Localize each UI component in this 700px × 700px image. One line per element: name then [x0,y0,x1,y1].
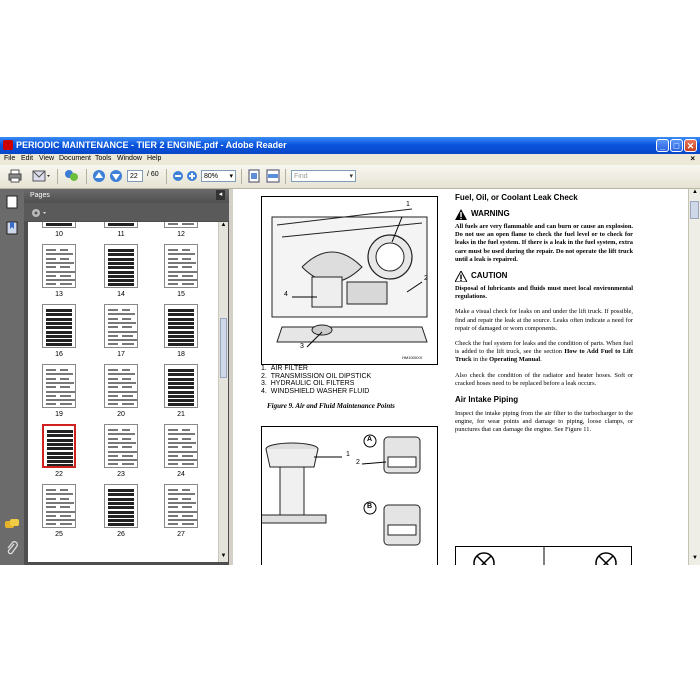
legend-item: 1. AIR FILTER [261,365,308,372]
document-view [233,189,688,565]
fig10-callout-2: 2 [356,459,360,466]
pages-panel-header [24,189,229,203]
figure-9-illustration [261,196,438,365]
fig9-callout-4: 4 [284,291,288,298]
fig9-callout-3: 3 [300,343,304,350]
fig9-caption: Figure 9. Air and Fluid Maintenance Points [267,402,395,410]
page-thumbnail[interactable] [164,304,198,348]
page-thumbnail-number: 19 [55,411,63,418]
collapse-panel-icon[interactable]: ◂ [216,190,225,200]
fit-page-icon[interactable] [248,169,260,183]
pages-panel-icon[interactable] [6,195,18,214]
zoom-in-icon[interactable] [186,169,198,183]
warning-header [455,209,633,221]
fig9-legend [261,365,371,395]
paragraph-hoses: Also check the condition of the radiator and heater hoses. Soft or cracked hoses need to be replaced before a leak occurs. [455,371,633,387]
scroll-up-icon[interactable]: ▲ [220,222,227,228]
page-thumbnail-number: 26 [117,531,125,538]
page-thumbnail-number: 12 [177,231,185,238]
document-scrollbar[interactable] [688,189,700,565]
navigation-rail [0,189,24,565]
email-icon[interactable] [32,169,52,183]
page-thumbnail-number: 11 [117,231,125,238]
page-thumbnail[interactable] [42,424,76,468]
page-thumbnail-number: 21 [177,411,185,418]
menu-window[interactable]: Window [117,155,142,162]
window-title: PERIODIC MAINTENANCE - TIER 2 ENGINE.pdf - Adobe Reader [16,140,287,150]
fig9-callout-1: 1 [406,201,410,208]
collaborate-icon[interactable] [64,169,80,183]
fit-width-icon[interactable] [266,169,280,183]
fig10-label-b: B [367,503,373,510]
legend-item: 2. TRANSMISSION OIL DIPSTICK [261,372,372,380]
comments-panel-icon[interactable] [4,517,20,535]
page-thumbnail[interactable] [104,424,138,468]
bookmarks-panel-icon[interactable] [6,221,18,240]
toolbar [0,165,700,189]
page-thumbnail[interactable] [104,484,138,528]
warning-text: All fuels are very flammable and can burn or cause an explosion. Do not use an open flame to check the fuel level or to check for leaks in the fuel system. If there is a leak in the fuel system, extra care must be used during the repair. Do not operate the lift truck until a leak is repaired. [455,223,633,263]
pages-panel-options [24,203,229,221]
close-document-icon[interactable]: × [690,154,695,163]
caution-text: Disposal of lubricants and fluids must meet local environmental regulations. [455,285,633,301]
menu-help[interactable]: Help [147,155,162,162]
menu-document[interactable]: Document [59,155,91,162]
doc-scroll-down-icon[interactable]: ▼ [692,555,698,561]
page-thumbnail-number: 20 [117,411,125,418]
heading-air-intake: Air Intake Piping [455,395,519,405]
doc-scroll-thumb[interactable] [690,201,699,219]
close-button[interactable]: ✕ [684,139,697,152]
caution-header [455,271,633,283]
page-thumbnail[interactable] [42,364,76,408]
pages-panel-title: Pages [30,192,50,199]
fig10-callout-1: 1 [346,451,350,458]
page-thumbnail[interactable] [42,244,76,288]
page-thumbnails [28,222,218,562]
menu-tools[interactable]: Tools [95,155,112,162]
page-thumbnail[interactable] [104,244,138,288]
zoom-out-icon[interactable] [172,169,184,183]
zoom-select[interactable] [201,170,236,182]
page-thumbnail[interactable] [104,222,138,228]
heading-leak-check: Fuel, Oil, or Coolant Leak Check [455,193,578,202]
menu-bar [0,154,700,165]
page-thumbnail[interactable] [42,484,76,528]
maximize-button[interactable]: □ [670,139,683,152]
page-thumbnail-number: 18 [177,351,185,358]
link-operating-manual: Operating Manual [489,356,541,364]
page-thumbnail[interactable] [164,484,198,528]
caution-label: CAUTION [471,271,508,281]
page-thumbnail[interactable] [164,244,198,288]
page-thumbnail-number: 27 [177,531,185,538]
page-thumbnail-number: 22 [55,471,63,478]
menu-edit[interactable]: Edit [21,155,34,162]
fig9-callout-2: 2 [424,275,428,282]
pages-panel [24,189,229,565]
find-input[interactable] [291,170,356,182]
legend-item: 3. HYDRAULIC OIL FILTERS [261,380,355,387]
zoom-value: 80% [204,173,219,180]
figure-10-illustration [261,426,438,565]
page-thumbnail-number: 25 [55,531,63,538]
caution-icon [455,271,467,282]
page-thumbnail[interactable] [42,304,76,348]
page-thumbnail-number: 10 [55,231,63,238]
find-dropdown-icon[interactable]: ▾ [349,173,353,180]
menu-file[interactable]: File [4,155,16,162]
right-column [455,193,633,435]
page-thumbnail[interactable] [164,424,198,468]
chevron-down-icon: ▾ [229,173,233,180]
adobe-reader-icon [3,140,13,150]
page-thumbnail[interactable] [104,304,138,348]
page-thumbnail[interactable] [164,222,198,228]
figure-11-illustration [455,546,632,565]
menu-view[interactable]: View [39,155,55,162]
page-thumbnail-number: 13 [55,291,63,298]
page-thumbnail-number: 14 [117,291,125,298]
next-page-icon[interactable] [109,169,123,183]
doc-scroll-up-icon[interactable]: ▲ [692,189,698,195]
warning-label: WARNING [471,209,510,218]
previous-page-icon[interactable] [92,169,106,183]
attachments-paperclip-icon[interactable] [6,541,18,560]
paragraph-air-intake: Inspect the intake piping from the air filter to the turbocharger to the engine, for wear points and damage to piping, loose clamps, or punctures that can damage the engine. See Figure 11. [455,410,633,434]
app-window [0,137,700,565]
fig10-label-a: A [367,436,373,443]
scroll-thumb[interactable] [220,318,227,378]
find-placeholder: Find [294,173,308,180]
page-thumbnail[interactable] [104,364,138,408]
print-icon[interactable] [8,169,22,183]
warning-icon [455,209,467,220]
scroll-down-icon[interactable]: ▼ [220,553,227,559]
page-number-input[interactable]: 22 [127,170,143,182]
page-thumbnail-number: 23 [117,471,125,478]
page-thumbnail[interactable] [42,222,76,228]
title-bar [0,137,700,154]
minimize-button[interactable]: _ [656,139,669,152]
page-thumbnail-number: 24 [177,471,185,478]
thumbnails-scrollbar[interactable] [218,222,228,562]
paragraph-fuel-system: Check the fuel system for leaks and the condition of parts. When fuel is added to the lift truck, see the section How to Add Fuel to Lift Truck in the Operating Manual. [455,340,634,364]
page-thumbnail-number: 16 [55,351,63,358]
paragraph-visual-check: Make a visual check for leaks on and under the lift truck. If possible, find and repair the leak at the source. Leaks often indicate a need for repair of damaged or worn components. [455,308,633,332]
page-total: / 60 [147,171,159,178]
page-thumbnail[interactable] [164,364,198,408]
fig9-code: HM1000XX [402,355,423,360]
link-add-fuel: How to Add Fuel to Lift Truck [455,348,634,364]
page-thumbnail-number: 15 [177,291,185,298]
legend-item: 4. WINDSHIELD WASHER FLUID [261,387,370,395]
page-thumbnail-number: 17 [117,351,125,358]
